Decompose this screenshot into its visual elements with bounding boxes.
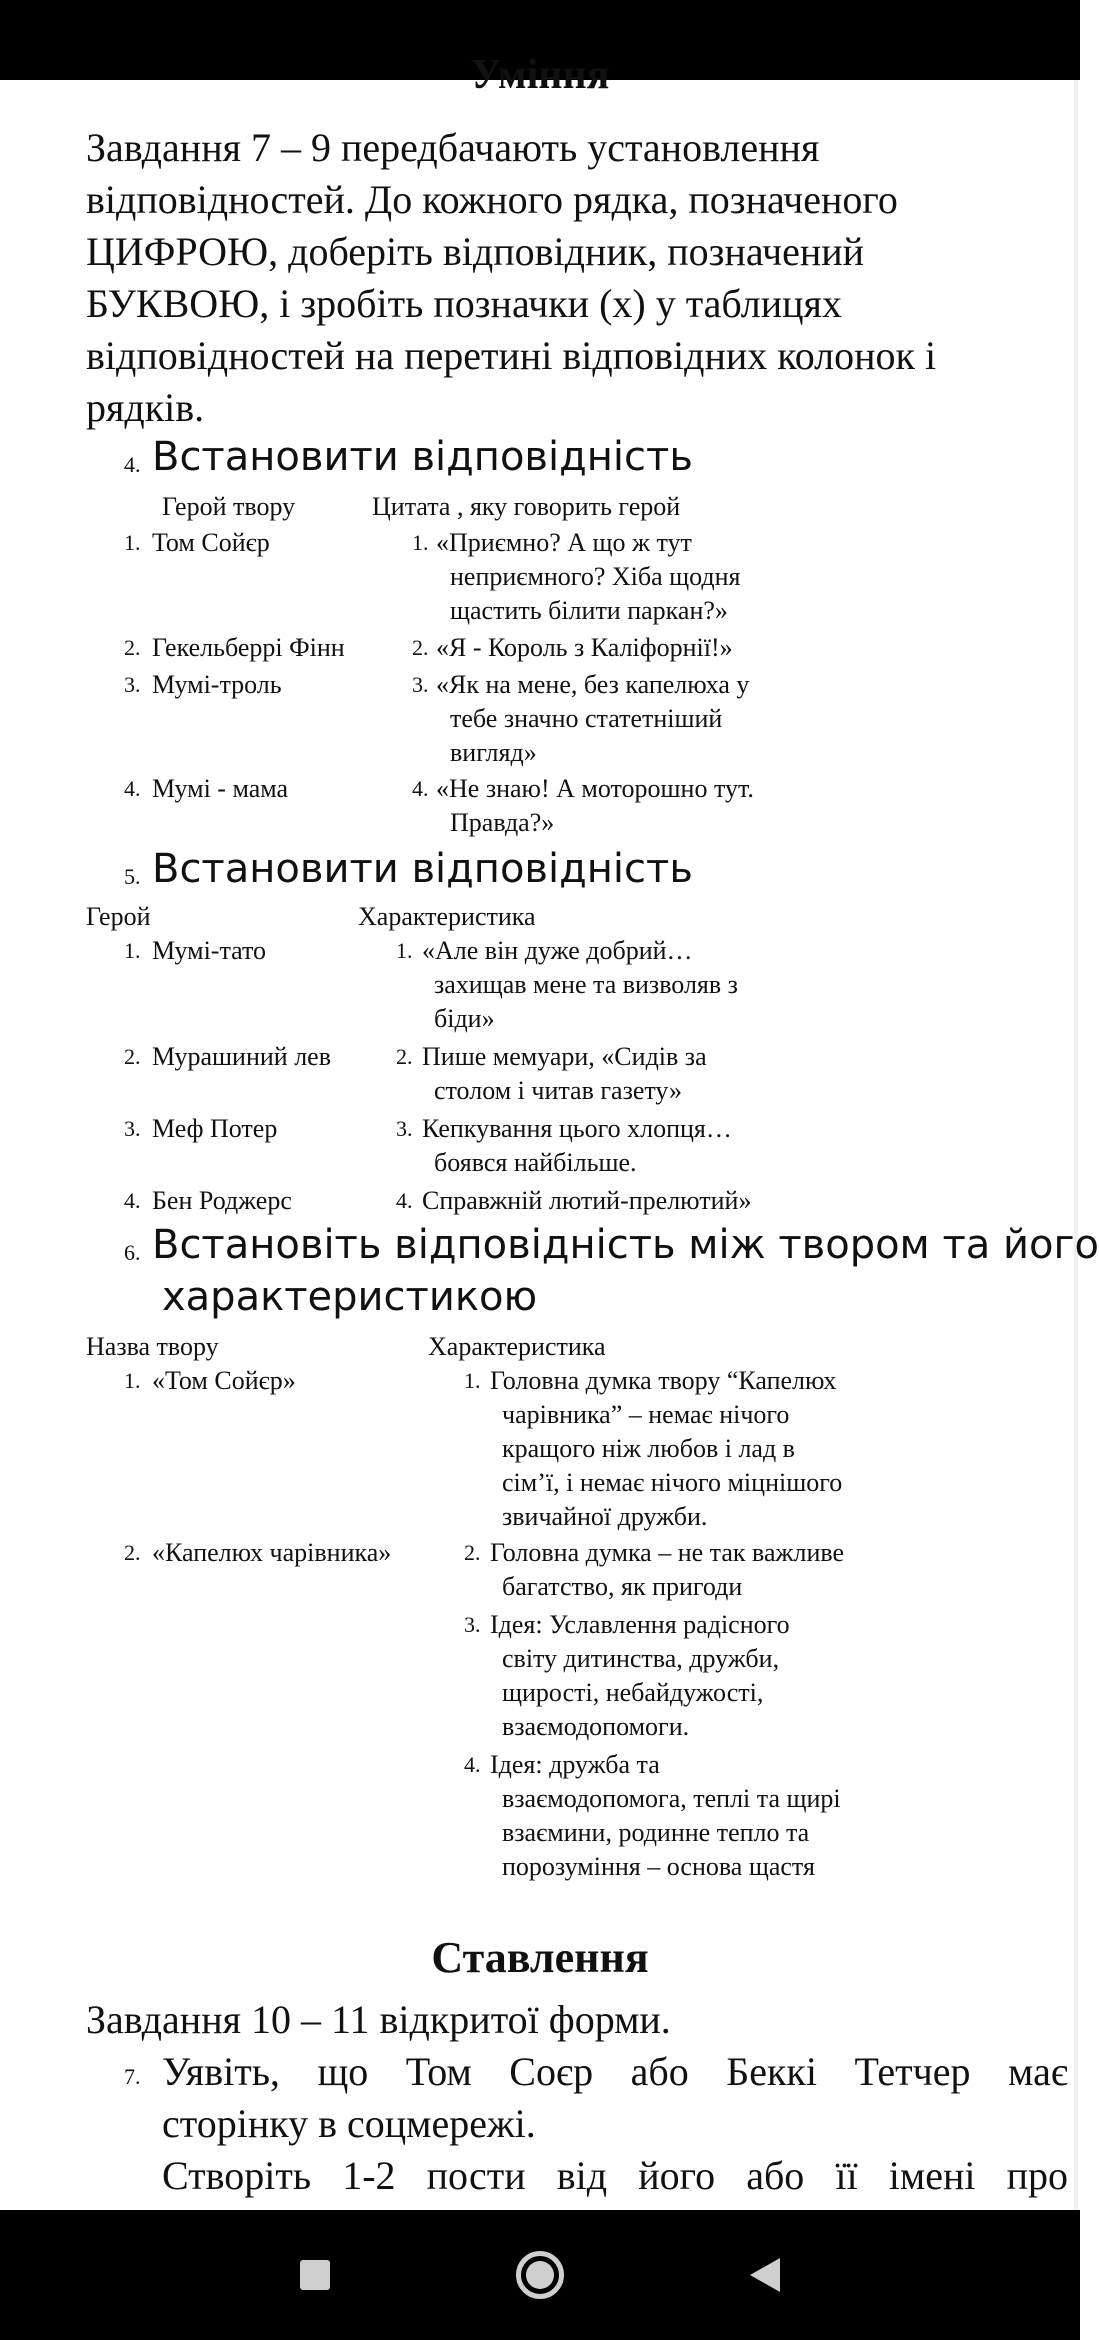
hero-item: Гекельберрі Фінн [152, 633, 345, 662]
task-number: 6. [124, 1240, 141, 1265]
quote-line: вигляд» [450, 738, 537, 767]
task-text-line: Уявіть, що Том Соєр або Беккі Тетчер має [162, 2049, 1068, 2094]
task-number: 7. [124, 2064, 141, 2089]
column-header-right: Характеристика [428, 1332, 606, 1361]
hero-item: Мумі-тато [152, 936, 267, 965]
trait-line: боявся найбільше. [434, 1148, 637, 1177]
item-number: 3. [124, 672, 141, 697]
trait-line: взаємодопомога, теплі та щирі [502, 1784, 841, 1813]
task-title: Встановити відповідність [152, 846, 693, 892]
back-icon [750, 2258, 780, 2292]
item-number: 2. [124, 1044, 141, 1069]
hero-item: Меф Потер [152, 1114, 278, 1143]
trait-line: Справжній лютий-прелютий» [422, 1186, 752, 1215]
trait-line: Пише мемуари, «Сидів за [422, 1042, 707, 1071]
column-header-right: Характеристика [358, 902, 536, 931]
hero-item: Бен Роджерс [152, 1186, 292, 1215]
task-number: 5. [124, 864, 141, 889]
task-title: Встановіть відповідність між твором та його [152, 1222, 1099, 1268]
hero-item: Мурашиний лев [152, 1042, 331, 1071]
item-number: 3. [124, 1116, 141, 1141]
item-number: 2. [464, 1540, 481, 1565]
item-number: 1. [464, 1368, 481, 1393]
task-title-cont: характеристикою [162, 1274, 538, 1320]
recent-apps-icon [300, 2260, 330, 2290]
navigation-bar [0, 2210, 1080, 2340]
column-header-left: Герой [86, 902, 151, 931]
trait-line: світу дитинства, дружби, [502, 1644, 780, 1673]
item-number: 1. [396, 938, 413, 963]
trait-line: Ідея: Уславлення радісного [490, 1610, 790, 1639]
task-title: Встановити відповідність [152, 434, 693, 480]
item-number: 2. [396, 1044, 413, 1069]
column-header-left: Герой твору [162, 492, 296, 521]
item-number: 4. [412, 776, 429, 801]
trait-line: Головна думка твору “Капелюх [490, 1366, 837, 1395]
trait-line: столом і читав газету» [434, 1076, 683, 1105]
trait-line: взаємодопомоги. [502, 1712, 690, 1741]
quote-line: щастить білити паркан?» [450, 596, 728, 625]
item-number: 4. [124, 776, 141, 801]
intro-line: ЦИФРОЮ, доберіть відповідник, позначений [86, 229, 865, 274]
trait-line: чарівника” – немає нічого [502, 1400, 790, 1429]
item-number: 2. [124, 635, 141, 660]
trait-line: «Але він дуже добрий… [422, 936, 693, 965]
trait-line: кращого ніж любов і лад в [502, 1434, 795, 1463]
work-item: «Том Сойєр» [152, 1366, 296, 1395]
column-header-left: Назва твору [86, 1332, 219, 1361]
intro-line: БУКВОЮ, і зробіть позначки (х) у таблицях [86, 281, 842, 326]
item-number: 1. [124, 530, 141, 555]
recent-apps-button[interactable] [255, 2210, 375, 2340]
attitude-intro: Завдання 10 – 11 відкритої форми. [86, 1997, 671, 2042]
section-title-skills: Уміння [470, 52, 610, 98]
back-button[interactable] [705, 2210, 825, 2340]
trait-line: захищав мене та визволяв з [434, 970, 738, 999]
trait-line: сім’ї, і немає нічого міцнішого [502, 1468, 843, 1497]
hero-item: Мумі - мама [152, 774, 289, 803]
document-view[interactable] [0, 52, 1099, 2210]
trait-line: звичайної дружби. [502, 1502, 708, 1531]
intro-line: відповідностей. До кожного рядка, позначеного [86, 177, 898, 222]
quote-line: «Приємно? А що ж тут [436, 528, 692, 557]
item-number: 1. [412, 530, 429, 555]
item-number: 4. [396, 1188, 413, 1213]
item-number: 2. [124, 1540, 141, 1565]
quote-line: тебе значно статетніший [450, 704, 723, 733]
home-icon [516, 2251, 564, 2299]
home-button[interactable] [480, 2210, 600, 2340]
quote-line: Правда?» [450, 808, 555, 837]
item-number: 4. [464, 1752, 481, 1777]
trait-line: Кепкування цього хлопця… [422, 1114, 732, 1143]
item-number: 1. [124, 938, 141, 963]
task-text-line: Створіть 1-2 пости від його або її імені про [162, 2153, 1068, 2198]
task-number: 4. [124, 452, 141, 477]
item-number: 4. [124, 1188, 141, 1213]
hero-item: Том Сойєр [152, 528, 270, 557]
item-number: 3. [396, 1116, 413, 1141]
trait-line: біди» [434, 1004, 495, 1033]
quote-line: «Не знаю! А моторошно тут. [436, 774, 754, 803]
task-text-line: сторінку в соцмережі. [162, 2101, 536, 2146]
intro-line: Завдання 7 – 9 передбачають установлення [86, 125, 820, 170]
column-header-right: Цитата , яку говорить герой [372, 492, 681, 521]
quote-line: «Я - Король з Каліфорнії!» [436, 633, 733, 662]
scrollbar[interactable] [1074, 80, 1078, 2210]
quote-line: «Як на мене, без капелюха у [436, 670, 750, 699]
item-number: 3. [412, 672, 429, 697]
section-title-attitude: Ставлення [431, 1933, 649, 1982]
intro-line: відповідностей на перетині відповідних колонок і [86, 333, 937, 378]
item-number: 3. [464, 1612, 481, 1637]
trait-line: взаємини, родинне тепло та [502, 1818, 810, 1847]
item-number: 1. [124, 1368, 141, 1393]
hero-item: Мумі-троль [152, 670, 282, 699]
work-item: «Капелюх чарівника» [152, 1538, 392, 1567]
quote-line: неприємного? Хіба щодня [450, 562, 741, 591]
trait-line: щирості, небайдужості, [502, 1678, 764, 1707]
trait-line: Головна думка – не так важливе [490, 1538, 845, 1567]
item-number: 2. [412, 635, 429, 660]
trait-line: багатство, як пригоди [502, 1572, 743, 1601]
trait-line: Ідея: дружба та [490, 1750, 660, 1779]
intro-line: рядків. [86, 385, 205, 430]
trait-line: порозуміння – основа щастя [502, 1852, 815, 1881]
